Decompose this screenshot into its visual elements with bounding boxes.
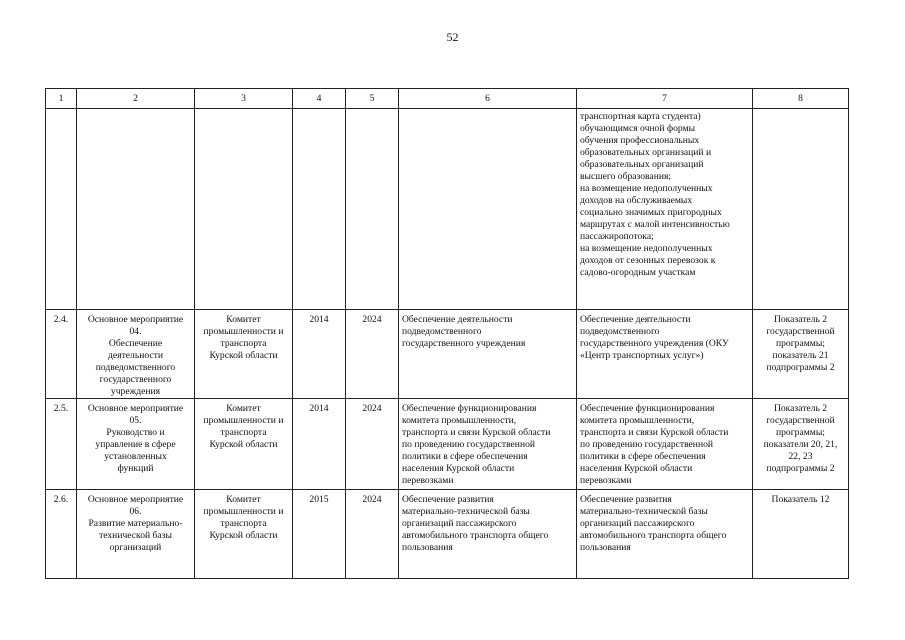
- start-year: 2015: [293, 490, 346, 579]
- table-row: [46, 310, 849, 399]
- main-directions: Обеспечение деятельности подведомственного государственного учреждения (ОКУ «Центр транспортных услуг»): [577, 310, 753, 399]
- main-directions: Обеспечение функционирования комитета промышленности, транспорта и связи Курской области по проведению государственной политики в сфере обеспечения населения Курской области перевозками: [577, 399, 753, 490]
- header-col-6: 6: [399, 89, 577, 109]
- header-col-7: 7: [577, 89, 753, 109]
- page-number: 52: [446, 30, 459, 44]
- header-col-3: 3: [195, 89, 293, 109]
- row-number: 2.4.: [46, 310, 77, 399]
- measure-name: Основное мероприятие 06. Развитие материально- технической базы организаций: [77, 490, 195, 579]
- indicators: Показатель 2 государственной программы; показатель 21 подпрограммы 2: [753, 310, 849, 399]
- end-year: 2024: [346, 399, 399, 490]
- empty-cell: [46, 109, 77, 310]
- empty-cell: [753, 109, 849, 310]
- indicators: Показатель 12: [753, 490, 849, 579]
- empty-cell: [195, 109, 293, 310]
- executor: Комитет промышленности и транспорта Курской области: [195, 490, 293, 579]
- expected-result: Обеспечение развития материально-технической базы организаций пассажирского автомобильного транспорта общего пользования: [399, 490, 577, 579]
- end-year: 2024: [346, 310, 399, 399]
- table-row: [46, 490, 849, 579]
- header-row: [46, 89, 849, 109]
- expected-result: Обеспечение функционирования комитета промышленности, транспорта и связи Курской области по проведению государственной политики в сфере обеспечения населения Курской области перевозками: [399, 399, 577, 490]
- header-col-2: 2: [77, 89, 195, 109]
- executor: Комитет промышленности и транспорта Курской области: [195, 399, 293, 490]
- executor: Комитет промышленности и транспорта Курской области: [195, 310, 293, 399]
- empty-cell: [293, 109, 346, 310]
- continuation-directions-cell: транспортная карта студента) обучающимся очной формы обучения профессиональных образовательных организаций и образовательных организаций высшего образования; на возмещение недополученных доходов на обслуживаемых социально значимых пригородных маршрутах с малой интенсивностью пассажиропотока; на возмещение недополученных доходов от сезонных перевозок к садово-огородным участкам: [577, 109, 753, 310]
- start-year: 2014: [293, 310, 346, 399]
- row-number: 2.6.: [46, 490, 77, 579]
- empty-cell: [399, 109, 577, 310]
- measure-name: Основное мероприятие 04. Обеспечение деятельности подведомственного государственного учреждения: [77, 310, 195, 399]
- end-year: 2024: [346, 490, 399, 579]
- row-number: 2.5.: [46, 399, 77, 490]
- header-col-8: 8: [753, 89, 849, 109]
- empty-cell: [346, 109, 399, 310]
- indicators: Показатель 2 государственной программы; показатели 20, 21, 22, 23 подпрограммы 2: [753, 399, 849, 490]
- main-directions: Обеспечение развития материально-технической базы организаций пассажирского автомобильного транспорта общего пользования: [577, 490, 753, 579]
- table-row-continuation: [46, 109, 849, 310]
- empty-cell: [77, 109, 195, 310]
- expected-result: Обеспечение деятельности подведомственного государственного учреждения: [399, 310, 577, 399]
- header-col-1: 1: [46, 89, 77, 109]
- start-year: 2014: [293, 399, 346, 490]
- header-col-4: 4: [293, 89, 346, 109]
- header-col-5: 5: [346, 89, 399, 109]
- measure-name: Основное мероприятие 05. Руководство и управление в сфере установленных функций: [77, 399, 195, 490]
- table-row: [46, 399, 849, 490]
- program-table: [45, 88, 849, 579]
